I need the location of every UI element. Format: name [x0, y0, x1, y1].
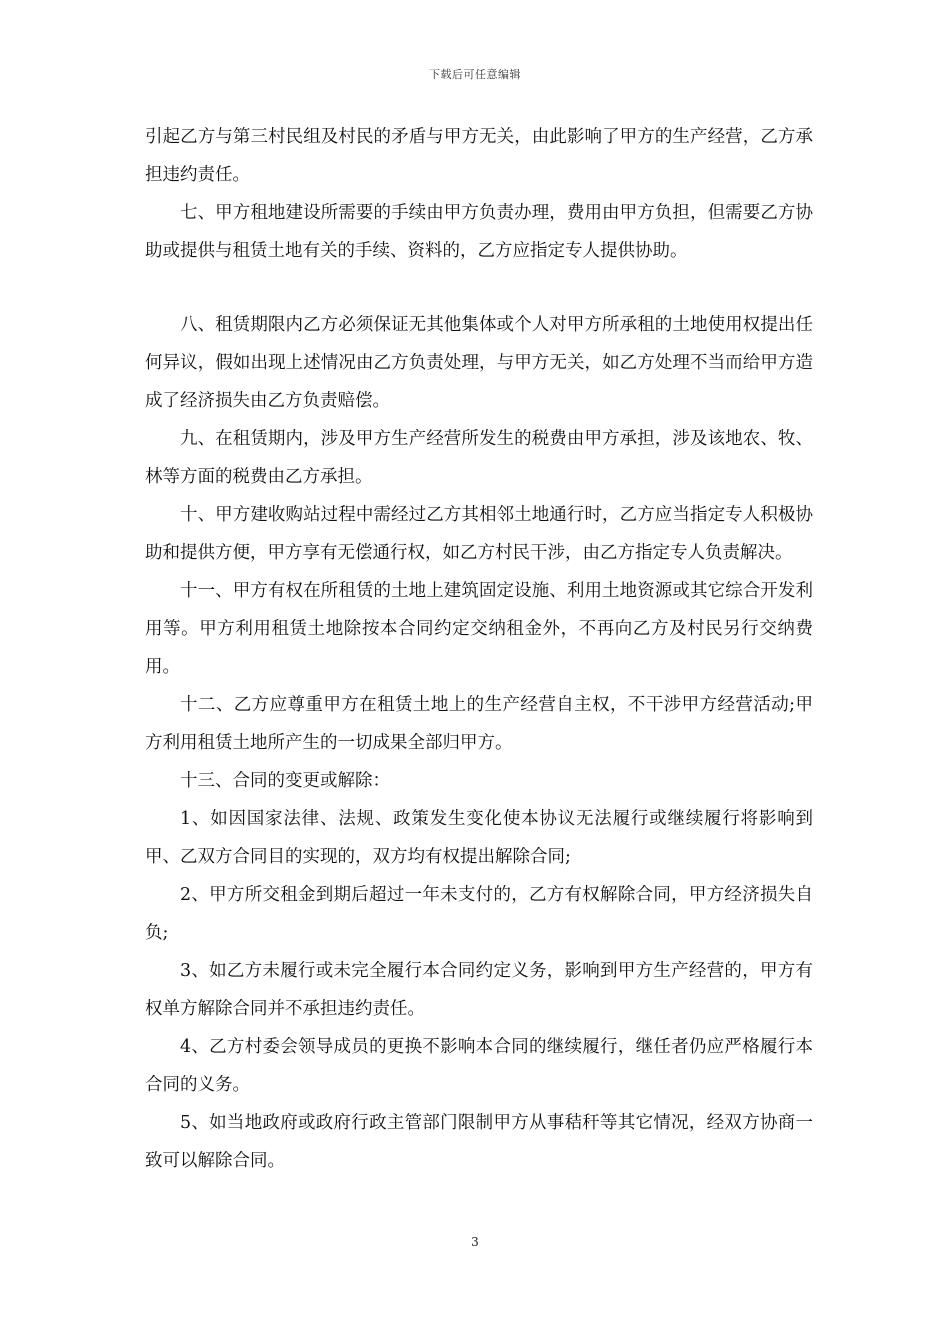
page-header: 下载后可任意编辑 — [429, 68, 521, 81]
paragraph-clause-8: 八、租赁期限内乙方必须保证无其他集体或个人对甲方所承租的土地使用权提出任何异议，假如出现上述情况由乙方负责处理，与甲方无关，如乙方处理不当而给甲方造成了经济损失由乙方负责赔偿。 — [145, 315, 813, 411]
list-item-termination-5: 5、如当地政府或政府行政主管部门限制甲方从事秸秆等其它情况，经双方协商一致可以解除合同。 — [145, 1113, 813, 1171]
paragraph-clause-11: 十一、甲方有权在所租赁的土地上建筑固定设施、利用土地资源或其它综合开发利用等。甲方利用租赁土地除按本合同约定交纳租金外，不再向乙方及村民另行交纳费用。 — [145, 581, 813, 677]
list-item-termination-2: 2、甲方所交租金到期后超过一年未支付的，乙方有权解除合同，甲方经济损失自负; — [145, 885, 813, 943]
list-item-termination-1: 1、如因国家法律、法规、政策发生变化使本协议无法履行或继续履行将影响到甲、乙双方合同目的实现的，双方均有权提出解除合同; — [145, 809, 813, 867]
paragraph-clause-9: 九、在租赁期内，涉及甲方生产经营所发生的税费由甲方承担，涉及该地农、牧、林等方面的税费由乙方承担。 — [145, 429, 813, 487]
document-body — [145, 118, 813, 1180]
paragraph-spacer — [145, 270, 813, 306]
paragraph-clause-7: 七、甲方租地建设所需要的手续由甲方负责办理，费用由甲方负担，但需要乙方协助或提供与租赁土地有关的手续、资料的，乙方应指定专人提供协助。 — [145, 203, 813, 261]
paragraph-clause-12: 十二、乙方应尊重甲方在租赁土地上的生产经营自主权，不干涉甲方经营活动;甲方利用租赁土地所产生的一切成果全部归甲方。 — [145, 695, 813, 753]
page-number: 3 — [471, 1235, 479, 1249]
paragraph-clause-13-heading: 十三、合同的变更或解除： — [180, 771, 390, 791]
list-item-termination-3: 3、如乙方未履行或未完全履行本合同约定义务，影响到甲方生产经营的，甲方有权单方解除合同并不承担违约责任。 — [145, 961, 813, 1019]
paragraph-clause-10: 十、甲方建收购站过程中需经过乙方其相邻土地通行时，乙方应当指定专人积极协助和提供方便，甲方享有无偿通行权，如乙方村民干涉，由乙方指定专人负责解决。 — [145, 505, 813, 563]
paragraph-continuation: 引起乙方与第三村民组及村民的矛盾与甲方无关，由此影响了甲方的生产经营，乙方承担违约责任。 — [145, 127, 813, 185]
list-item-termination-4: 4、乙方村委会领导成员的更换不影响本合同的继续履行，继任者仍应严格履行本合同的义务。 — [145, 1037, 813, 1095]
